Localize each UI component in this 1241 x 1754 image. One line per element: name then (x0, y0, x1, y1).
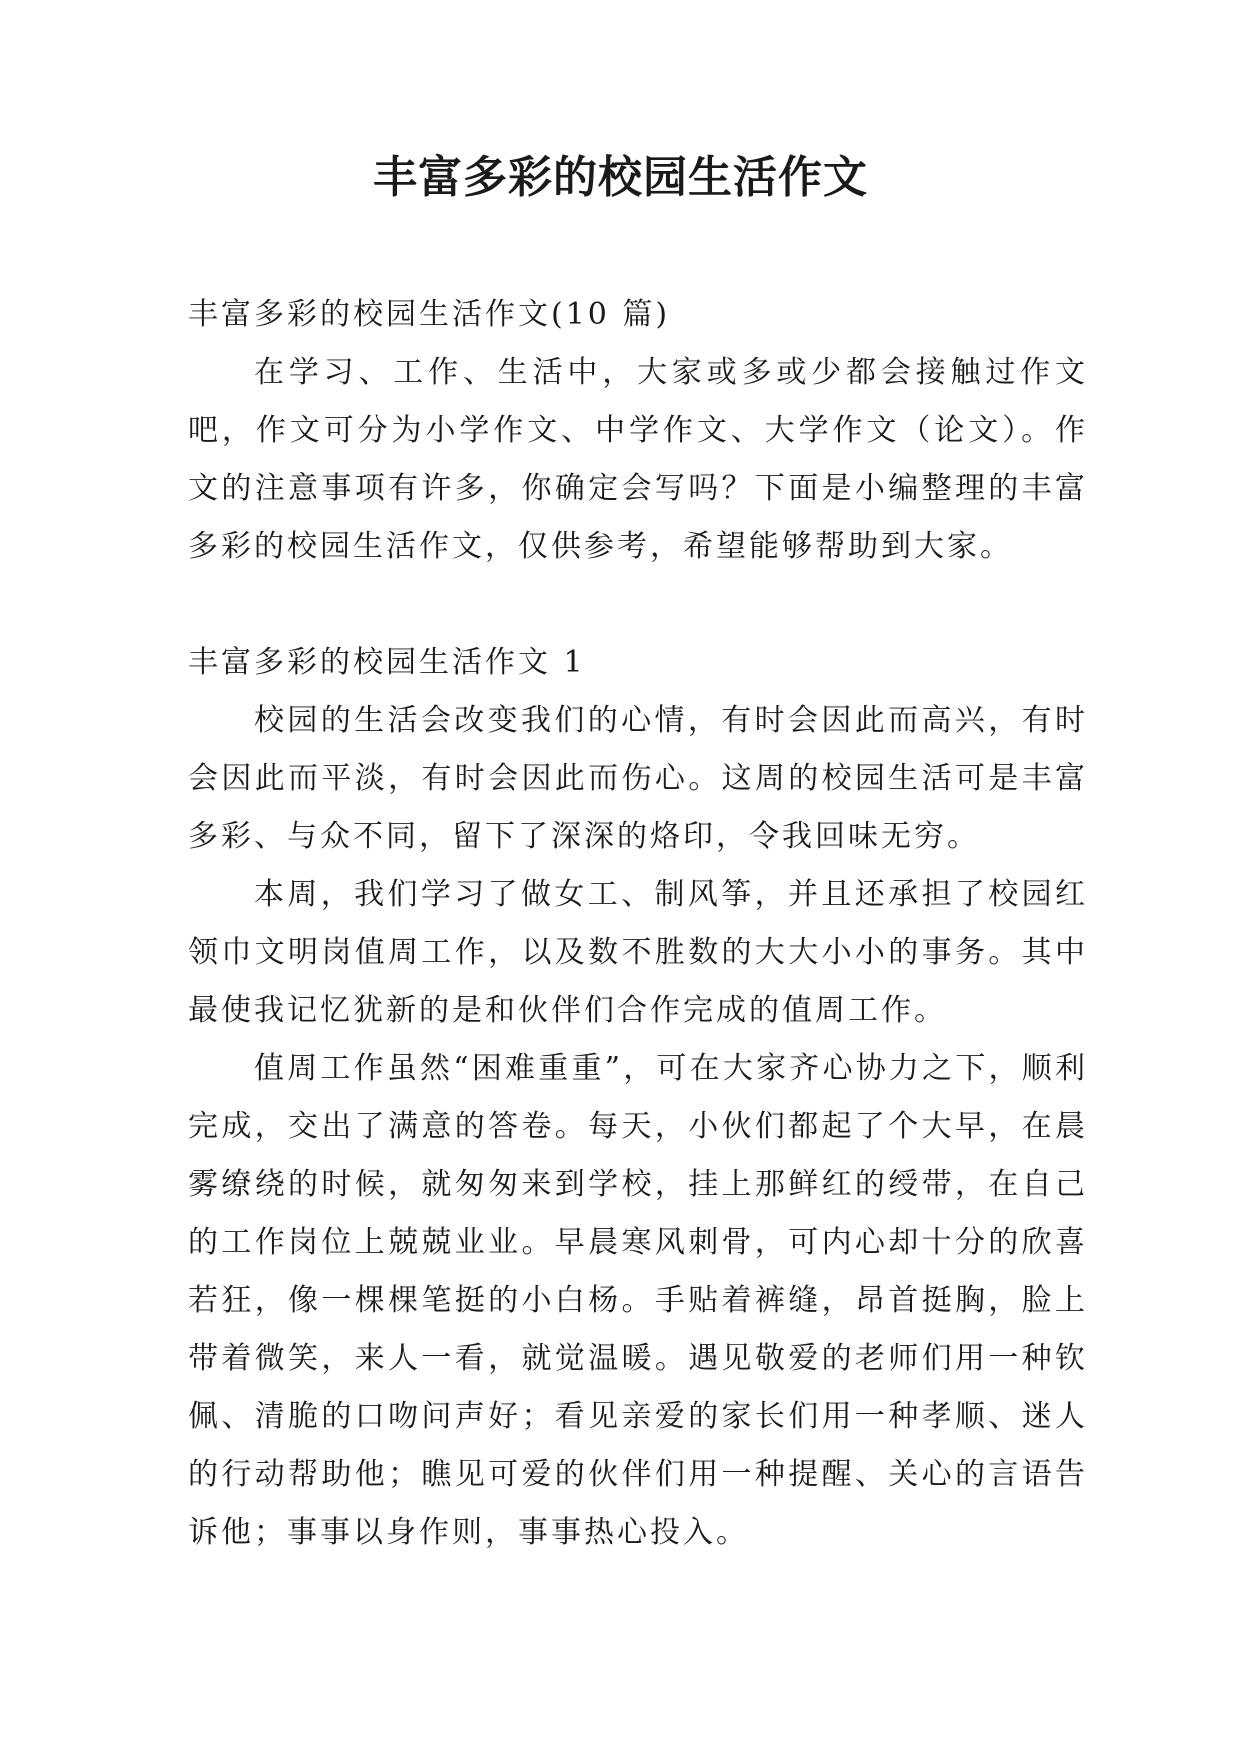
section-spacer (188, 576, 1088, 634)
collection-heading: 丰富多彩的校园生活作文(10 篇) (188, 297, 671, 332)
document-body (188, 286, 1088, 1562)
essay-1-paragraph-1: 校园的生活会改变我们的心情，有时会因此而高兴，有时会因此而平淡，有时会因此而伤心。这周的校园生活可是丰富多彩、与众不同，留下了深深的烙印，令我回味无穷。 (188, 703, 1088, 854)
essay-1-heading: 丰富多彩的校园生活作文 1 (188, 645, 586, 680)
document-title: 丰富多彩的校园生活作文 (373, 152, 868, 203)
essay-1-paragraph-2: 本周，我们学习了做女工、制风筝，并且还承担了校园红领巾文明岗值周工作，以及数不胜数的大大小小的事务。其中最使我记忆犹新的是和伙伴们合作完成的值周工作。 (188, 877, 1088, 1028)
intro-paragraph: 在学习、工作、生活中，大家或多或少都会接触过作文吧，作文可分为小学作文、中学作文、大学作文（论文）。作文的注意事项有许多，你确定会写吗？下面是小编整理的丰富多彩的校园生活作文，仅供参考，希望能够帮助到大家。 (188, 355, 1088, 564)
essay-1-paragraph-3: 值周工作虽然“困难重重”，可在大家齐心协力之下，顺利完成，交出了满意的答卷。每天，小伙们都起了个大早，在晨雾缭绕的时候，就匆匆来到学校，挂上那鲜红的绶带，在自己的工作岗位上兢兢业业。早晨寒风刺骨，可内心却十分的欣喜若狂，像一棵棵笔挺的小白杨。手贴着裤缝，昂首挺胸，脸上带着微笑，来人一看，就觉温暖。遇见敬爱的老师们用一种钦佩、清脆的口吻问声好；看见亲爱的家长们用一种孝顺、迷人的行动帮助他；瞧见可爱的伙伴们用一种提醒、关心的言语告诉他；事事以身作则，事事热心投入。 (188, 1051, 1088, 1550)
